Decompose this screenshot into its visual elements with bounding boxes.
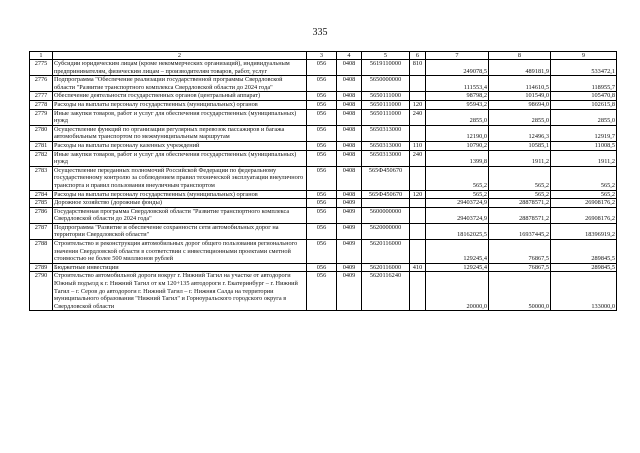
table-body [30, 60, 617, 311]
row-value-year2: 565,2 [489, 166, 551, 190]
row-code-target: 5620116000 [362, 263, 410, 272]
row-name: Подпрограмма "Развитие и обеспечение сохранности сети автомобильных дорог на территории Свердловской области" [53, 223, 307, 239]
row-code-ministry: 056 [307, 76, 337, 92]
row-code-section: 0408 [337, 60, 362, 76]
row-code-target: 5650111000 [362, 109, 410, 125]
table-row [30, 223, 617, 239]
row-value-year2: 28878571,2 [489, 207, 551, 223]
row-value-year3: 533472,1 [551, 60, 617, 76]
header-col-8: 8 [489, 52, 551, 60]
table-row [30, 199, 617, 208]
row-name: Подпрограмма "Обеспечение реализации государственной программы Свердловской области "Развитие транспортного комплекса Свердловской области до 2024 года" [53, 76, 307, 92]
row-value-year2: 12496,3 [489, 125, 551, 141]
row-code-ministry: 056 [307, 223, 337, 239]
row-value-year1: 29403724,9 [426, 199, 489, 208]
header-col-1: 1 [30, 52, 53, 60]
row-code-section: 0409 [337, 199, 362, 208]
row-name: Расходы на выплаты персоналу государственных (муниципальных) органов [53, 100, 307, 109]
row-code-section: 0409 [337, 263, 362, 272]
row-code-expense-type [410, 92, 426, 101]
table-row [30, 125, 617, 141]
row-code-expense-type: 240 [410, 150, 426, 166]
row-code-expense-type [410, 272, 426, 311]
row-name: Расходы на выплаты персоналу государственных (муниципальных) органов [53, 190, 307, 199]
row-code-ministry: 056 [307, 60, 337, 76]
row-code-ministry: 056 [307, 190, 337, 199]
row-value-year1: 249078,5 [426, 60, 489, 76]
row-value-year1: 565,2 [426, 190, 489, 199]
row-code-section: 0408 [337, 125, 362, 141]
table-row [30, 100, 617, 109]
row-number: 2779 [30, 109, 53, 125]
row-value-year2: 16937445,2 [489, 223, 551, 239]
row-value-year1: 98798,2 [426, 92, 489, 101]
row-code-section: 0409 [337, 207, 362, 223]
row-code-ministry: 056 [307, 141, 337, 150]
row-code-ministry: 056 [307, 100, 337, 109]
row-value-year2: 98694,0 [489, 100, 551, 109]
row-code-section: 0408 [337, 166, 362, 190]
row-code-target: 5620116000 [362, 240, 410, 264]
table-row [30, 141, 617, 150]
row-number: 2781 [30, 141, 53, 150]
row-value-year2: 489181,9 [489, 60, 551, 76]
row-value-year2: 10585,1 [489, 141, 551, 150]
row-code-ministry: 056 [307, 150, 337, 166]
row-value-year3: 118955,7 [551, 76, 617, 92]
row-value-year2: 1911,2 [489, 150, 551, 166]
row-value-year1: 12190,0 [426, 125, 489, 141]
row-code-target: 5650000000 [362, 76, 410, 92]
row-code-ministry: 056 [307, 166, 337, 190]
row-code-section: 0408 [337, 150, 362, 166]
row-code-expense-type [410, 76, 426, 92]
row-code-expense-type: 410 [410, 263, 426, 272]
row-number: 2790 [30, 272, 53, 311]
row-name: Расходы на выплаты персоналу казенных учреждений [53, 141, 307, 150]
row-value-year1: 565,2 [426, 166, 489, 190]
row-value-year2: 28878571,2 [489, 199, 551, 208]
row-code-ministry: 056 [307, 92, 337, 101]
row-code-target [362, 199, 410, 208]
row-name: Иные закупки товаров, работ и услуг для обеспечения государственных (муниципальных) нужд [53, 150, 307, 166]
row-value-year3: 2855,0 [551, 109, 617, 125]
row-code-expense-type: 240 [410, 109, 426, 125]
row-code-expense-type: 810 [410, 60, 426, 76]
table-row [30, 76, 617, 92]
table-row [30, 240, 617, 264]
row-number: 2780 [30, 125, 53, 141]
row-value-year3: 12919,7 [551, 125, 617, 141]
row-code-expense-type [410, 199, 426, 208]
row-value-year1: 2855,0 [426, 109, 489, 125]
row-number: 2784 [30, 190, 53, 199]
row-value-year3: 26908176,2 [551, 199, 617, 208]
row-value-year3: 133000,0 [551, 272, 617, 311]
row-number: 2777 [30, 92, 53, 101]
row-value-year3: 26908176,2 [551, 207, 617, 223]
row-name: Строительство и реконструкция автомобильных дорог общего пользования регионального значения Свердловской области в соответствии с инвестиционными проектами сметной стоимостью не более 500 миллионов рублей [53, 240, 307, 264]
table-row [30, 166, 617, 190]
header-row [30, 52, 617, 60]
row-code-target: 565Ф450670 [362, 190, 410, 199]
row-code-section: 0408 [337, 100, 362, 109]
row-name: Бюджетные инвестиции [53, 263, 307, 272]
row-code-target: 5620000000 [362, 223, 410, 239]
row-number: 2787 [30, 223, 53, 239]
row-code-section: 0408 [337, 92, 362, 101]
row-code-target: 5650111000 [362, 100, 410, 109]
row-value-year1: 129245,4 [426, 240, 489, 264]
row-value-year3: 102615,8 [551, 100, 617, 109]
row-name: Государственная программа Свердловской области "Развитие транспортного комплекса Свердловской области до 2024 года" [53, 207, 307, 223]
row-code-section: 0409 [337, 272, 362, 311]
row-number: 2776 [30, 76, 53, 92]
row-number: 2775 [30, 60, 53, 76]
row-value-year2: 114610,5 [489, 76, 551, 92]
row-name: Осуществление переданных полномочий Российской Федерации по федеральному государственному контролю за соблюдением правил технической эксплуатации внеуличного транспорта и правил пользования внеуличным транспортом [53, 166, 307, 190]
header-col-9: 9 [551, 52, 617, 60]
row-code-target: 5600000000 [362, 207, 410, 223]
row-value-year3: 11008,5 [551, 141, 617, 150]
header-col-6: 6 [410, 52, 426, 60]
row-value-year1: 129245,4 [426, 263, 489, 272]
row-code-section: 0408 [337, 76, 362, 92]
row-number: 2785 [30, 199, 53, 208]
row-code-target: 565Ф450670 [362, 166, 410, 190]
row-code-expense-type [410, 166, 426, 190]
row-code-section: 0408 [337, 190, 362, 199]
row-code-target: 5620116240 [362, 272, 410, 311]
row-value-year3: 289845,5 [551, 240, 617, 264]
row-name: Осуществление функций по организации регулярных перевозок пассажиров и багажа автомобильным транспортом по межмуниципальным маршрутам [53, 125, 307, 141]
row-number: 2782 [30, 150, 53, 166]
row-code-expense-type: 120 [410, 190, 426, 199]
table-row [30, 263, 617, 272]
row-number: 2778 [30, 100, 53, 109]
row-name: Строительство автомобильной дороги вокруг г. Нижний Тагил на участке от автодороги Южный подъезд к г. Нижний Тагил от км 120+135 автодороги г. Екатеринбург – г. Нижний Тагил – г. Серов до автодороги г. Нижний Тагил – г. Нижняя Салда на территории муниципального образования "Нижний Тагил" и Горноуральского городского округа в Свердловской области [53, 272, 307, 311]
row-code-ministry: 056 [307, 199, 337, 208]
budget-table [29, 51, 617, 311]
row-code-expense-type: 120 [410, 100, 426, 109]
row-code-section: 0409 [337, 240, 362, 264]
row-value-year1: 10790,2 [426, 141, 489, 150]
row-value-year1: 20000,0 [426, 272, 489, 311]
row-code-ministry: 056 [307, 125, 337, 141]
row-code-ministry: 056 [307, 109, 337, 125]
row-code-section: 0409 [337, 223, 362, 239]
row-code-expense-type [410, 207, 426, 223]
row-name: Дорожное хозяйство (дорожные фонды) [53, 199, 307, 208]
header-col-4: 4 [337, 52, 362, 60]
row-value-year1: 18162025,5 [426, 223, 489, 239]
row-code-expense-type [410, 223, 426, 239]
header-col-3: 3 [307, 52, 337, 60]
row-value-year1: 95943,2 [426, 100, 489, 109]
row-name: Субсидии юридическим лицам (кроме некоммерческих организаций), индивидуальным предпринимателям, физическим лицам – производителям товаров, работ, услуг [53, 60, 307, 76]
table-row [30, 272, 617, 311]
table-row [30, 60, 617, 76]
row-code-ministry: 056 [307, 240, 337, 264]
row-value-year3: 289845,5 [551, 263, 617, 272]
header-col-2: 2 [53, 52, 307, 60]
row-number: 2783 [30, 166, 53, 190]
table-row [30, 207, 617, 223]
row-number: 2786 [30, 207, 53, 223]
table-row [30, 190, 617, 199]
row-value-year2: 76867,5 [489, 240, 551, 264]
row-value-year3: 565,2 [551, 166, 617, 190]
row-code-ministry: 056 [307, 272, 337, 311]
row-name: Иные закупки товаров, работ и услуг для обеспечения государственных (муниципальных) нужд [53, 109, 307, 125]
row-value-year3: 1911,2 [551, 150, 617, 166]
table-row [30, 92, 617, 101]
row-value-year3: 18396919,2 [551, 223, 617, 239]
row-value-year1: 1399,8 [426, 150, 489, 166]
row-code-target: 5619110000 [362, 60, 410, 76]
row-code-expense-type [410, 240, 426, 264]
row-value-year1: 111553,4 [426, 76, 489, 92]
row-value-year1: 29403724,9 [426, 207, 489, 223]
row-value-year2: 76867,5 [489, 263, 551, 272]
row-number: 2789 [30, 263, 53, 272]
row-value-year2: 101549,0 [489, 92, 551, 101]
row-number: 2788 [30, 240, 53, 264]
row-code-expense-type [410, 125, 426, 141]
row-value-year3: 565,2 [551, 190, 617, 199]
row-code-section: 0408 [337, 109, 362, 125]
row-code-ministry: 056 [307, 207, 337, 223]
row-value-year3: 105470,8 [551, 92, 617, 101]
row-value-year2: 565,2 [489, 190, 551, 199]
row-code-target: 5650313000 [362, 141, 410, 150]
row-code-expense-type: 110 [410, 141, 426, 150]
row-code-target: 5650313000 [362, 150, 410, 166]
row-name: Обеспечение деятельности государственных органов (центральный аппарат) [53, 92, 307, 101]
header-col-7: 7 [426, 52, 489, 60]
page-number: 335 [312, 27, 328, 38]
row-value-year2: 2855,0 [489, 109, 551, 125]
row-value-year2: 50000,0 [489, 272, 551, 311]
row-code-ministry: 056 [307, 263, 337, 272]
row-code-target: 5650111000 [362, 92, 410, 101]
row-code-target: 5650313000 [362, 125, 410, 141]
table-row [30, 150, 617, 166]
table-row [30, 109, 617, 125]
row-code-section: 0408 [337, 141, 362, 150]
header-col-5: 5 [362, 52, 410, 60]
